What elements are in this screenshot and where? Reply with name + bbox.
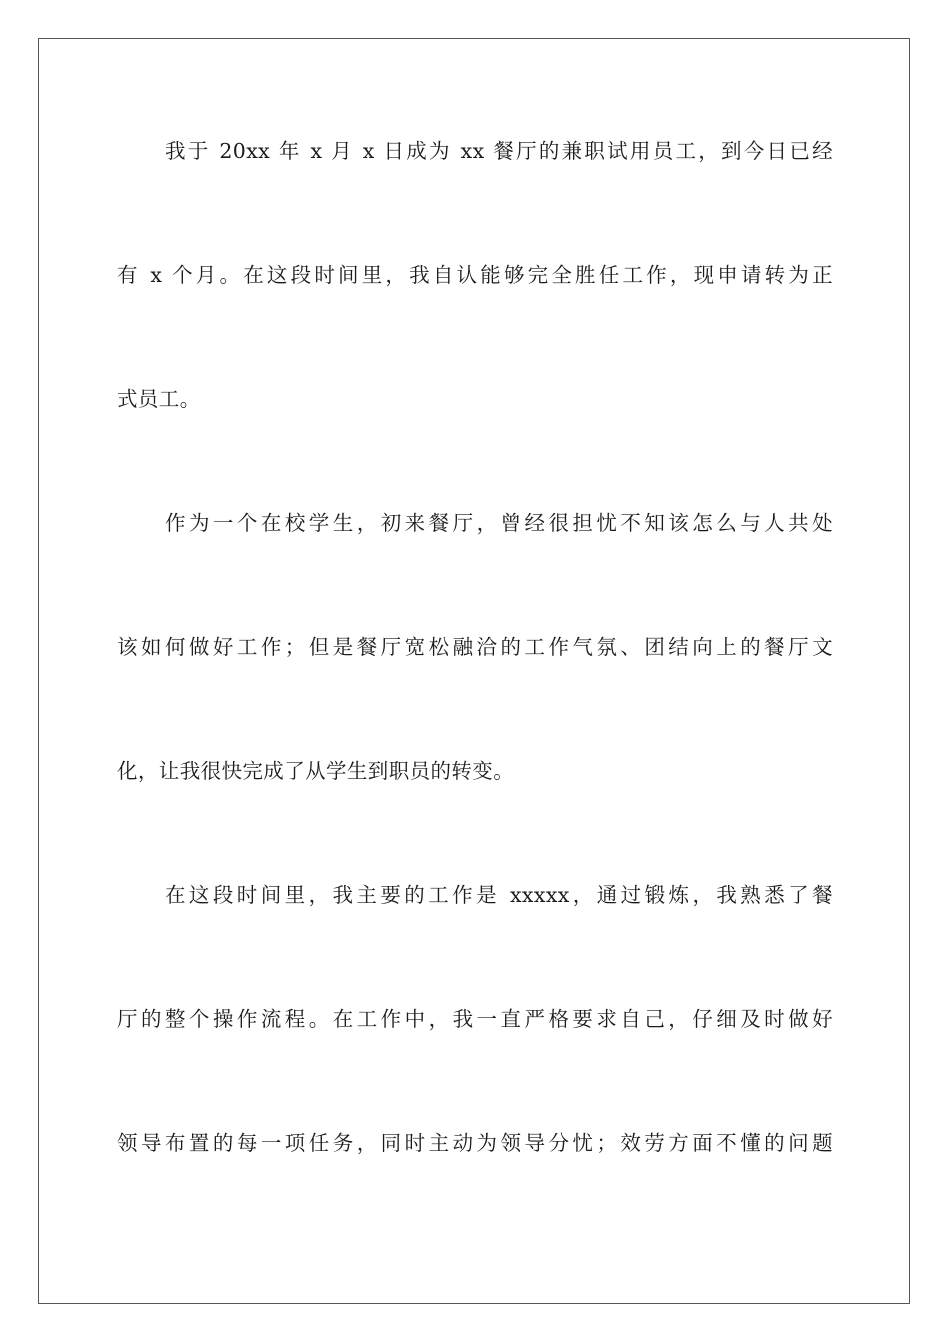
paragraph-1-line-2: 有 x 个月。在这段时间里，我自认能够完全胜任工作，现申请转为正: [117, 263, 833, 287]
paragraph-2-line-2: 该如何做好工作；但是餐厅宽松融洽的工作气氛、团结向上的餐厅文: [117, 635, 833, 659]
paragraph-2-line-1: 作为一个在校学生，初来餐厅，曾经很担忧不知该怎么与人共处: [165, 511, 833, 535]
paragraph-3-line-2: 厅的整个操作流程。在工作中，我一直严格要求自己，仔细及时做好: [117, 1007, 833, 1031]
paragraph-2-line-3: 化，让我很快完成了从学生到职员的转变。: [117, 759, 515, 783]
page-frame: [38, 38, 910, 1304]
paragraph-1-line-1: 我于 20xx 年 x 月 x 日成为 xx 餐厅的兼职试用员工，到今日已经: [165, 139, 833, 163]
paragraph-1-line-3: 式员工。: [117, 387, 201, 411]
paragraph-3-line-1: 在这段时间里，我主要的工作是 xxxxx，通过锻炼，我熟悉了餐: [165, 883, 833, 907]
paragraph-3-line-3: 领导布置的每一项任务，同时主动为领导分忧；效劳方面不懂的问题: [117, 1131, 833, 1155]
